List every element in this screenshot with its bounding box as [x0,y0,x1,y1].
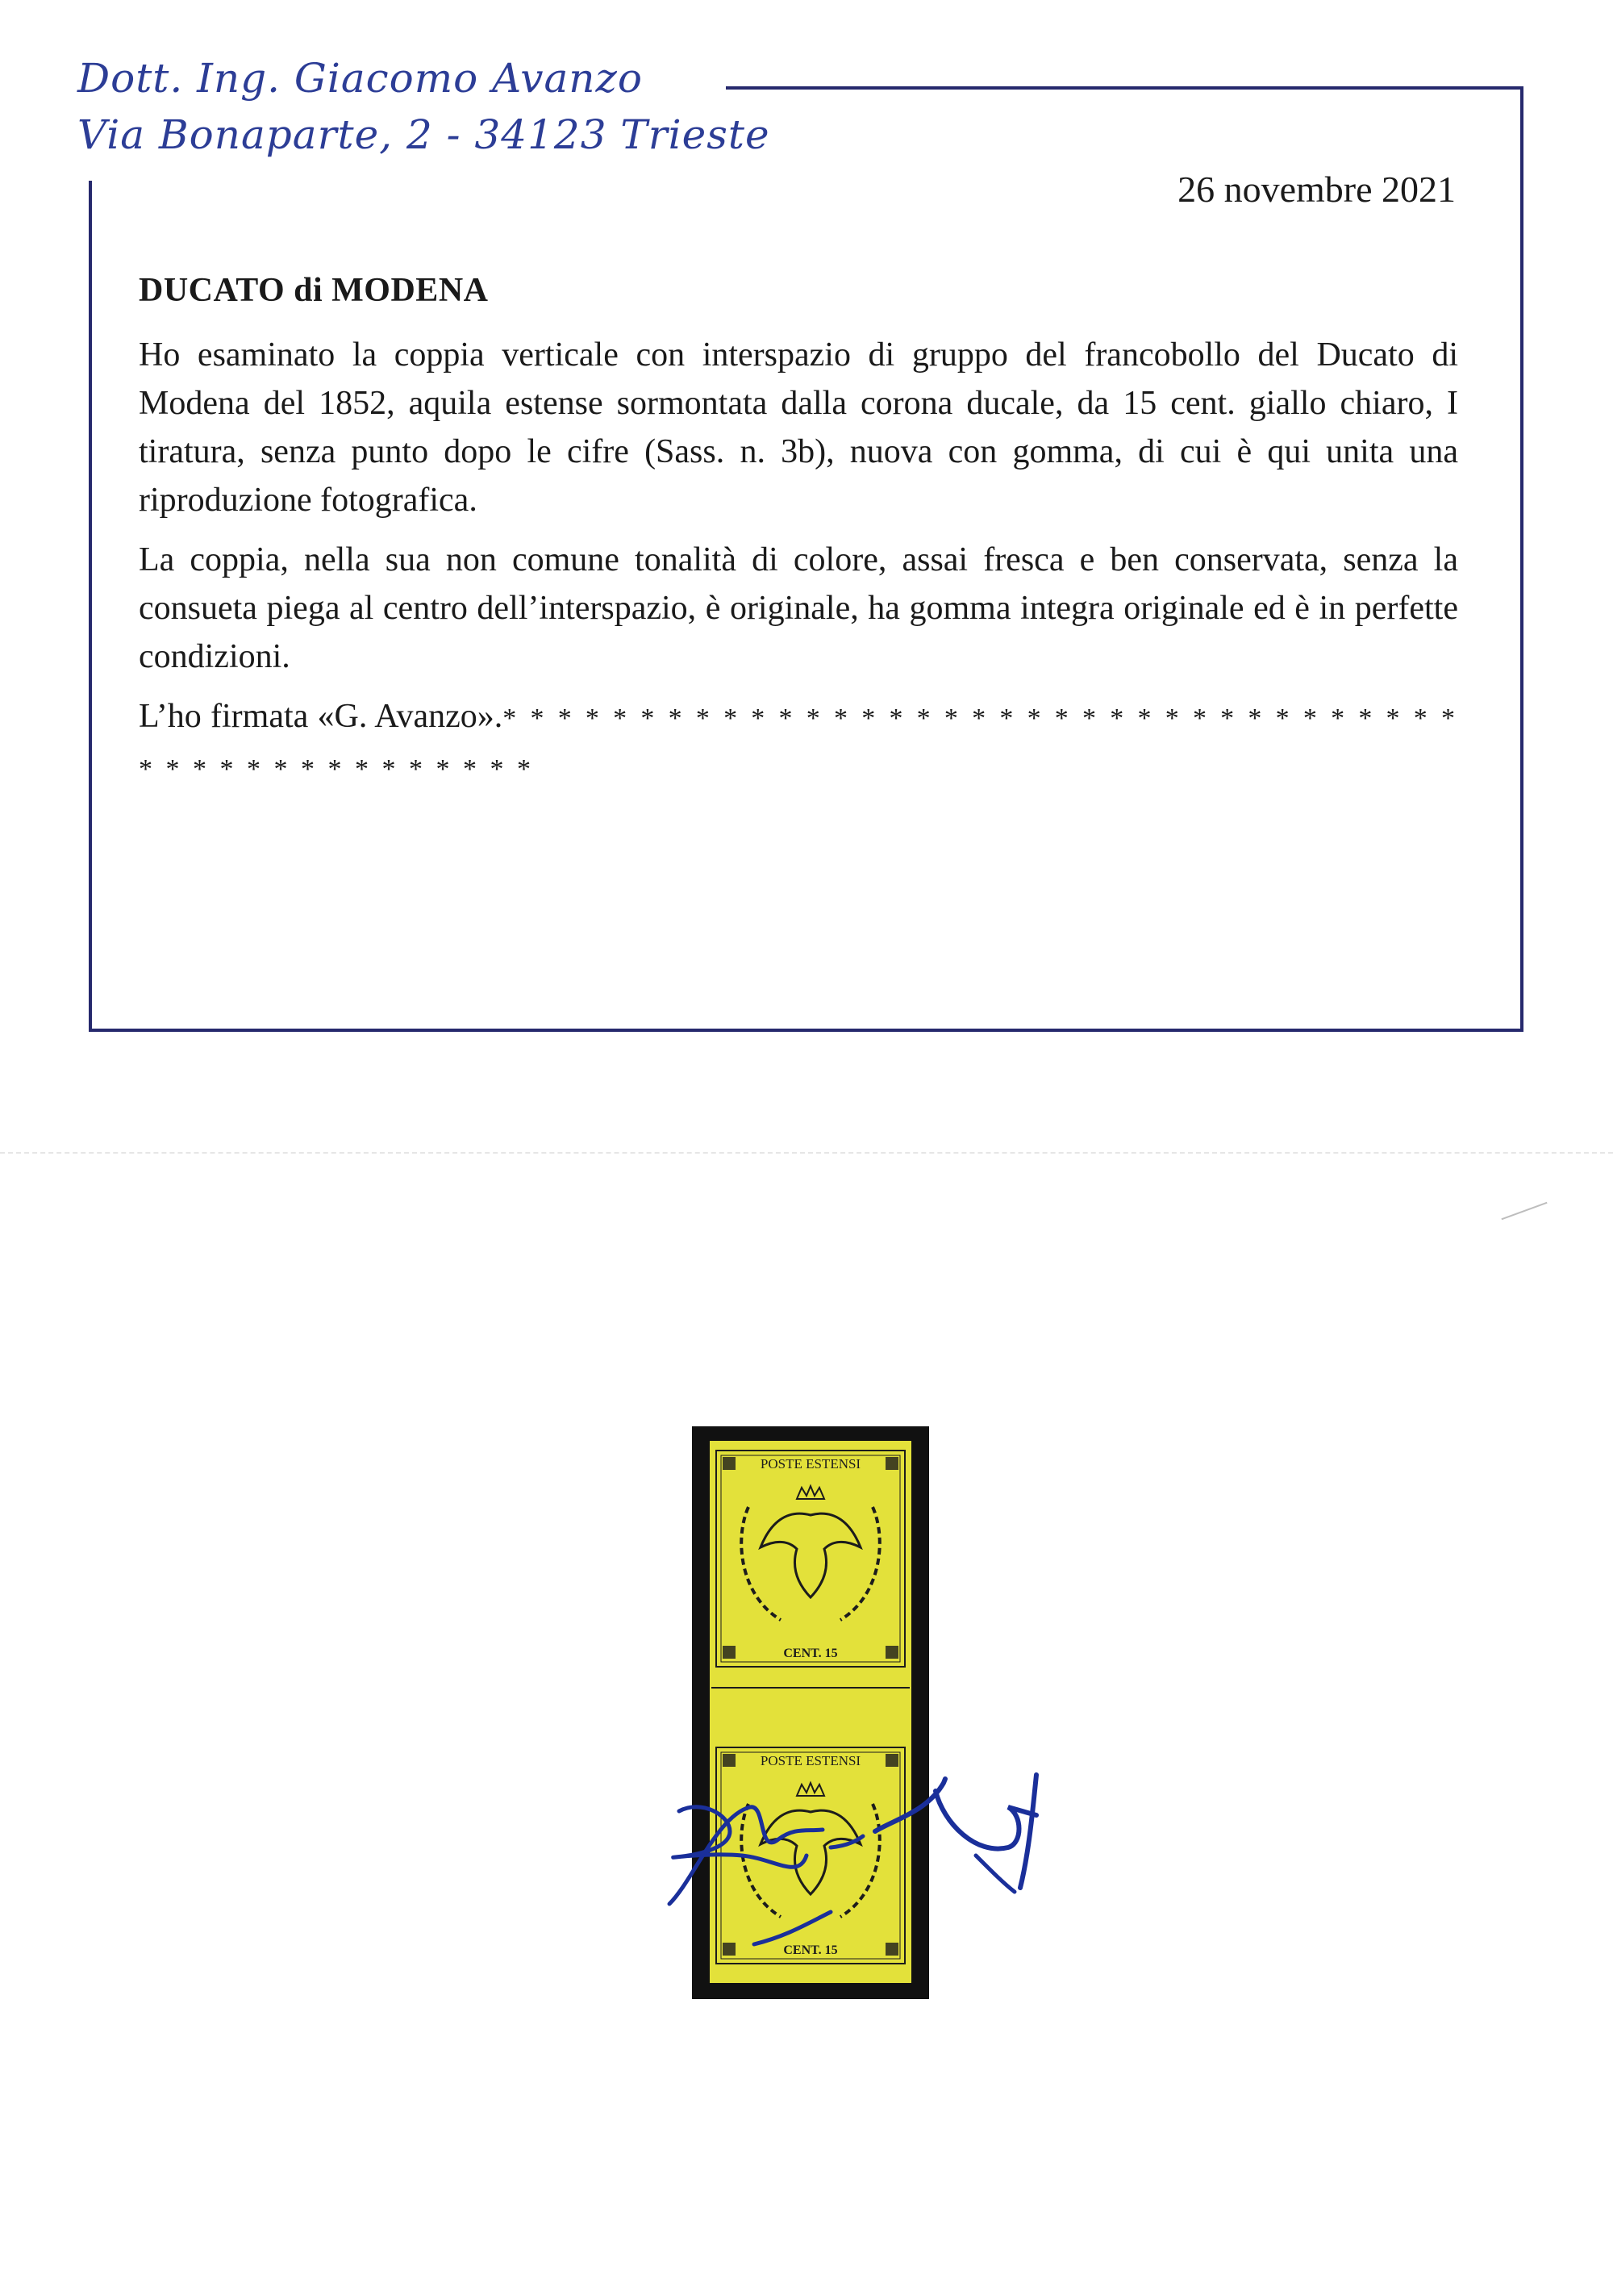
stamp-upper-value-text: CENT. 15 [783,1647,838,1660]
letterhead-name: Dott. Ing. Giacomo Avanzo [77,55,643,102]
paragraph-condition: La coppia, nella sua non comune tonalità di colore, assai fresca e ben conservata, senza la consueta piega al centro dell’interspazio, è originale, ha gomma integra originale ed è in perfette condizioni. [139,541,1458,675]
stamp-lower-top-text: POSTE ESTENSI [760,1753,861,1768]
stamp-lower-value-text: CENT. 15 [783,1943,838,1957]
certificate-date: 26 novembre 2021 [1177,169,1456,210]
stamp-upper-top-text: POSTE ESTENSI [760,1456,861,1472]
signature-statement-text: L’ho firmata «G. Avanzo». [139,698,503,735]
certificate-heading: DUCATO di MODENA [139,272,489,309]
letterhead-address: Via Bonaparte, 2 - 34123 Trieste [77,111,770,158]
paragraph-description: Ho esaminato la coppia verticale con interspazio di gruppo del francobollo del Ducato di Modena del 1852, aquila estense sormontata dalla corona ducale, da 15 cent. giallo chiaro, I tiratura, senza punto dopo le cifre (Sass. n. 3b), nuova con gomma, di cui è qui unita una riproduzione fotografica. [139,336,1458,519]
asterisk-fill: * * * * * * * * * * * * * * * * * * * * * * * * * * * * * * * * * * * * * * * * * * * * * * * * * * [139,703,1459,784]
